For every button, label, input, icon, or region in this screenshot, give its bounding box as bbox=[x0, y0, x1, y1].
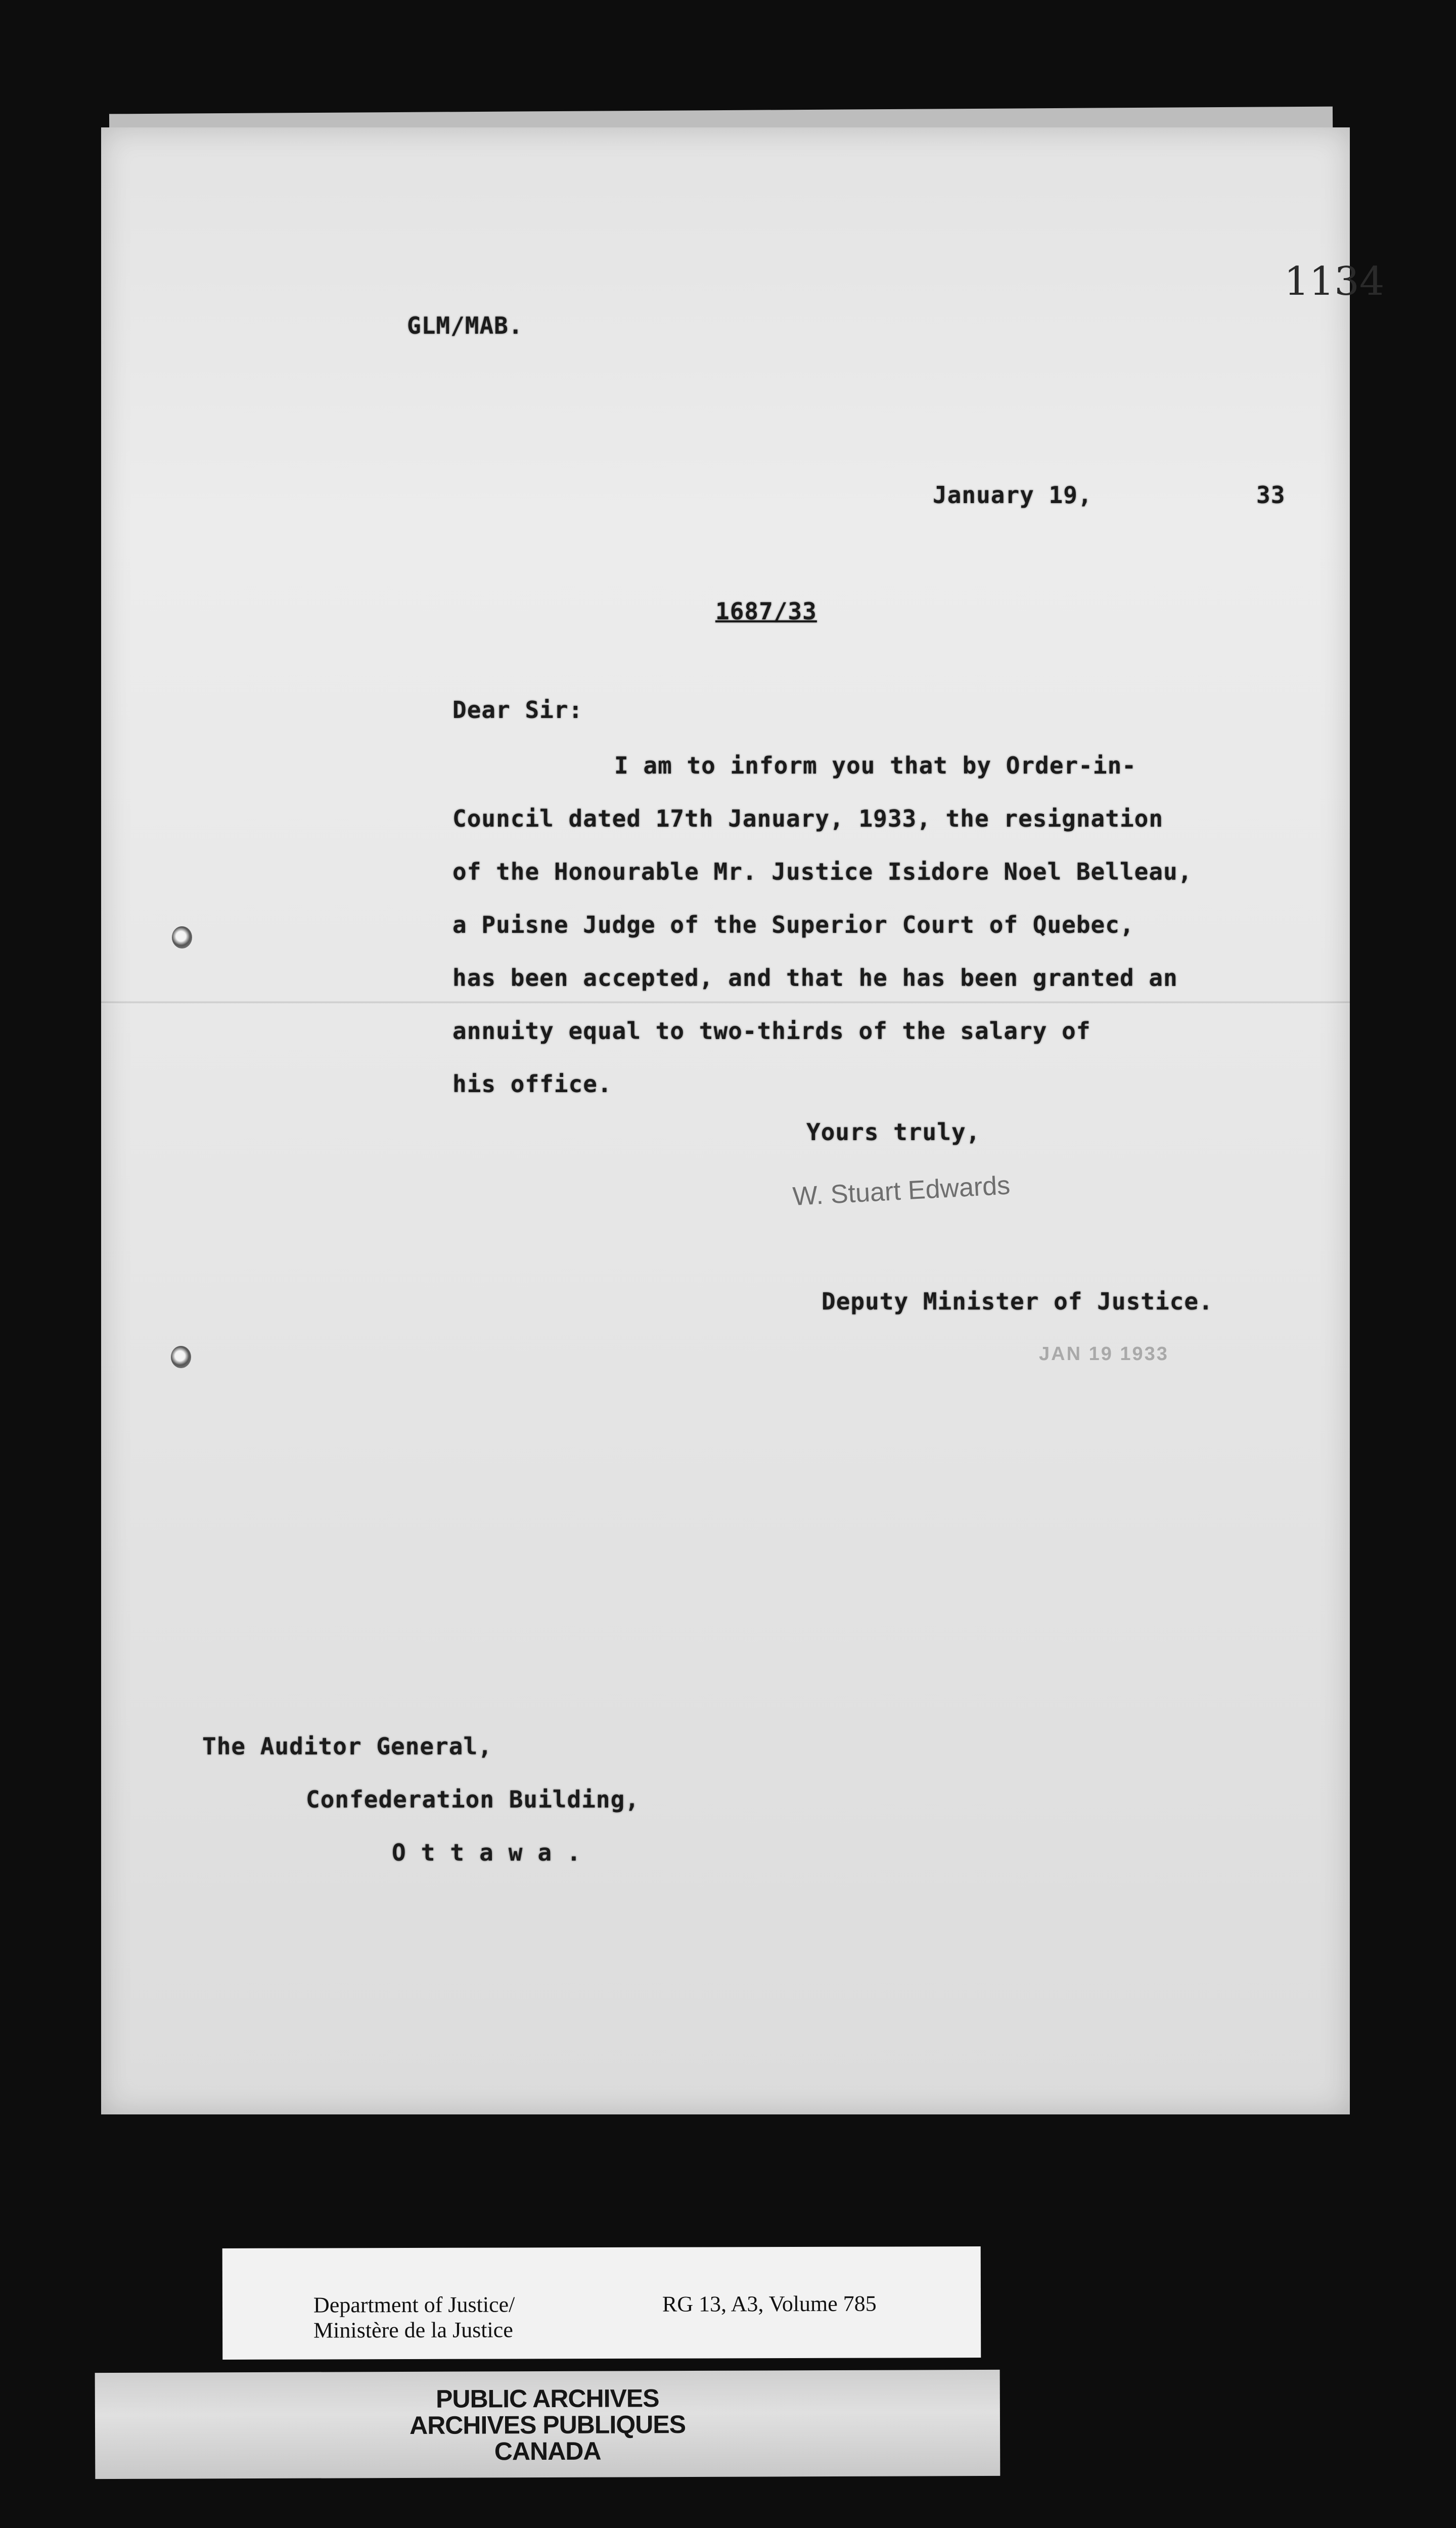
letter-page bbox=[101, 127, 1385, 2114]
archive-line: PUBLIC ARCHIVES bbox=[435, 2384, 659, 2413]
body-line: his office. bbox=[452, 1070, 612, 1098]
record-group: RG 13, A3, Volume 785 bbox=[662, 2291, 877, 2317]
address-line: Ottawa. bbox=[392, 1839, 596, 1866]
signatory-title: Deputy Minister of Justice. bbox=[822, 1288, 1213, 1315]
archive-reference-label bbox=[222, 2246, 981, 2360]
address-line: Confederation Building, bbox=[306, 1786, 640, 1813]
punch-hole-upper bbox=[172, 926, 192, 949]
letter-date: January 19, bbox=[933, 481, 1093, 509]
closing: Yours truly, bbox=[806, 1118, 981, 1146]
department-name-fr: Ministère de la Justice bbox=[313, 2317, 513, 2343]
address-line: The Auditor General, bbox=[202, 1733, 492, 1760]
body-line: of the Honourable Mr. Justice Isidore Noel Belleau, bbox=[452, 858, 1193, 885]
body-line: I am to inform you that by Order-in- bbox=[614, 752, 1136, 779]
letter-year: 33 bbox=[1256, 481, 1286, 509]
archive-line: CANADA bbox=[494, 2436, 601, 2466]
department-name-en: Department of Justice/ bbox=[313, 2292, 515, 2318]
body-line: has been accepted, and that he has been granted an bbox=[452, 964, 1178, 991]
body-line: Council dated 17th January, 1933, the resignation bbox=[452, 805, 1164, 832]
public-archives-stamp bbox=[95, 2370, 1000, 2479]
reference-initials: GLM/MAB. bbox=[407, 312, 523, 339]
body-line: a Puisne Judge of the Superior Court of Quebec, bbox=[452, 911, 1134, 938]
salutation: Dear Sir: bbox=[452, 696, 583, 724]
file-number: 1687/33 bbox=[715, 598, 817, 625]
punch-hole-lower bbox=[171, 1346, 191, 1368]
page-fold bbox=[101, 1001, 1350, 1004]
archive-line: ARCHIVES PUBLIQUES bbox=[409, 2410, 686, 2440]
body-line: annuity equal to two-thirds of the salary of bbox=[452, 1017, 1091, 1045]
signature: W. Stuart Edwards bbox=[792, 1170, 1011, 1211]
received-stamp: JAN 19 1933 bbox=[1039, 1343, 1169, 1365]
page-number: 1134 bbox=[1284, 259, 1385, 304]
